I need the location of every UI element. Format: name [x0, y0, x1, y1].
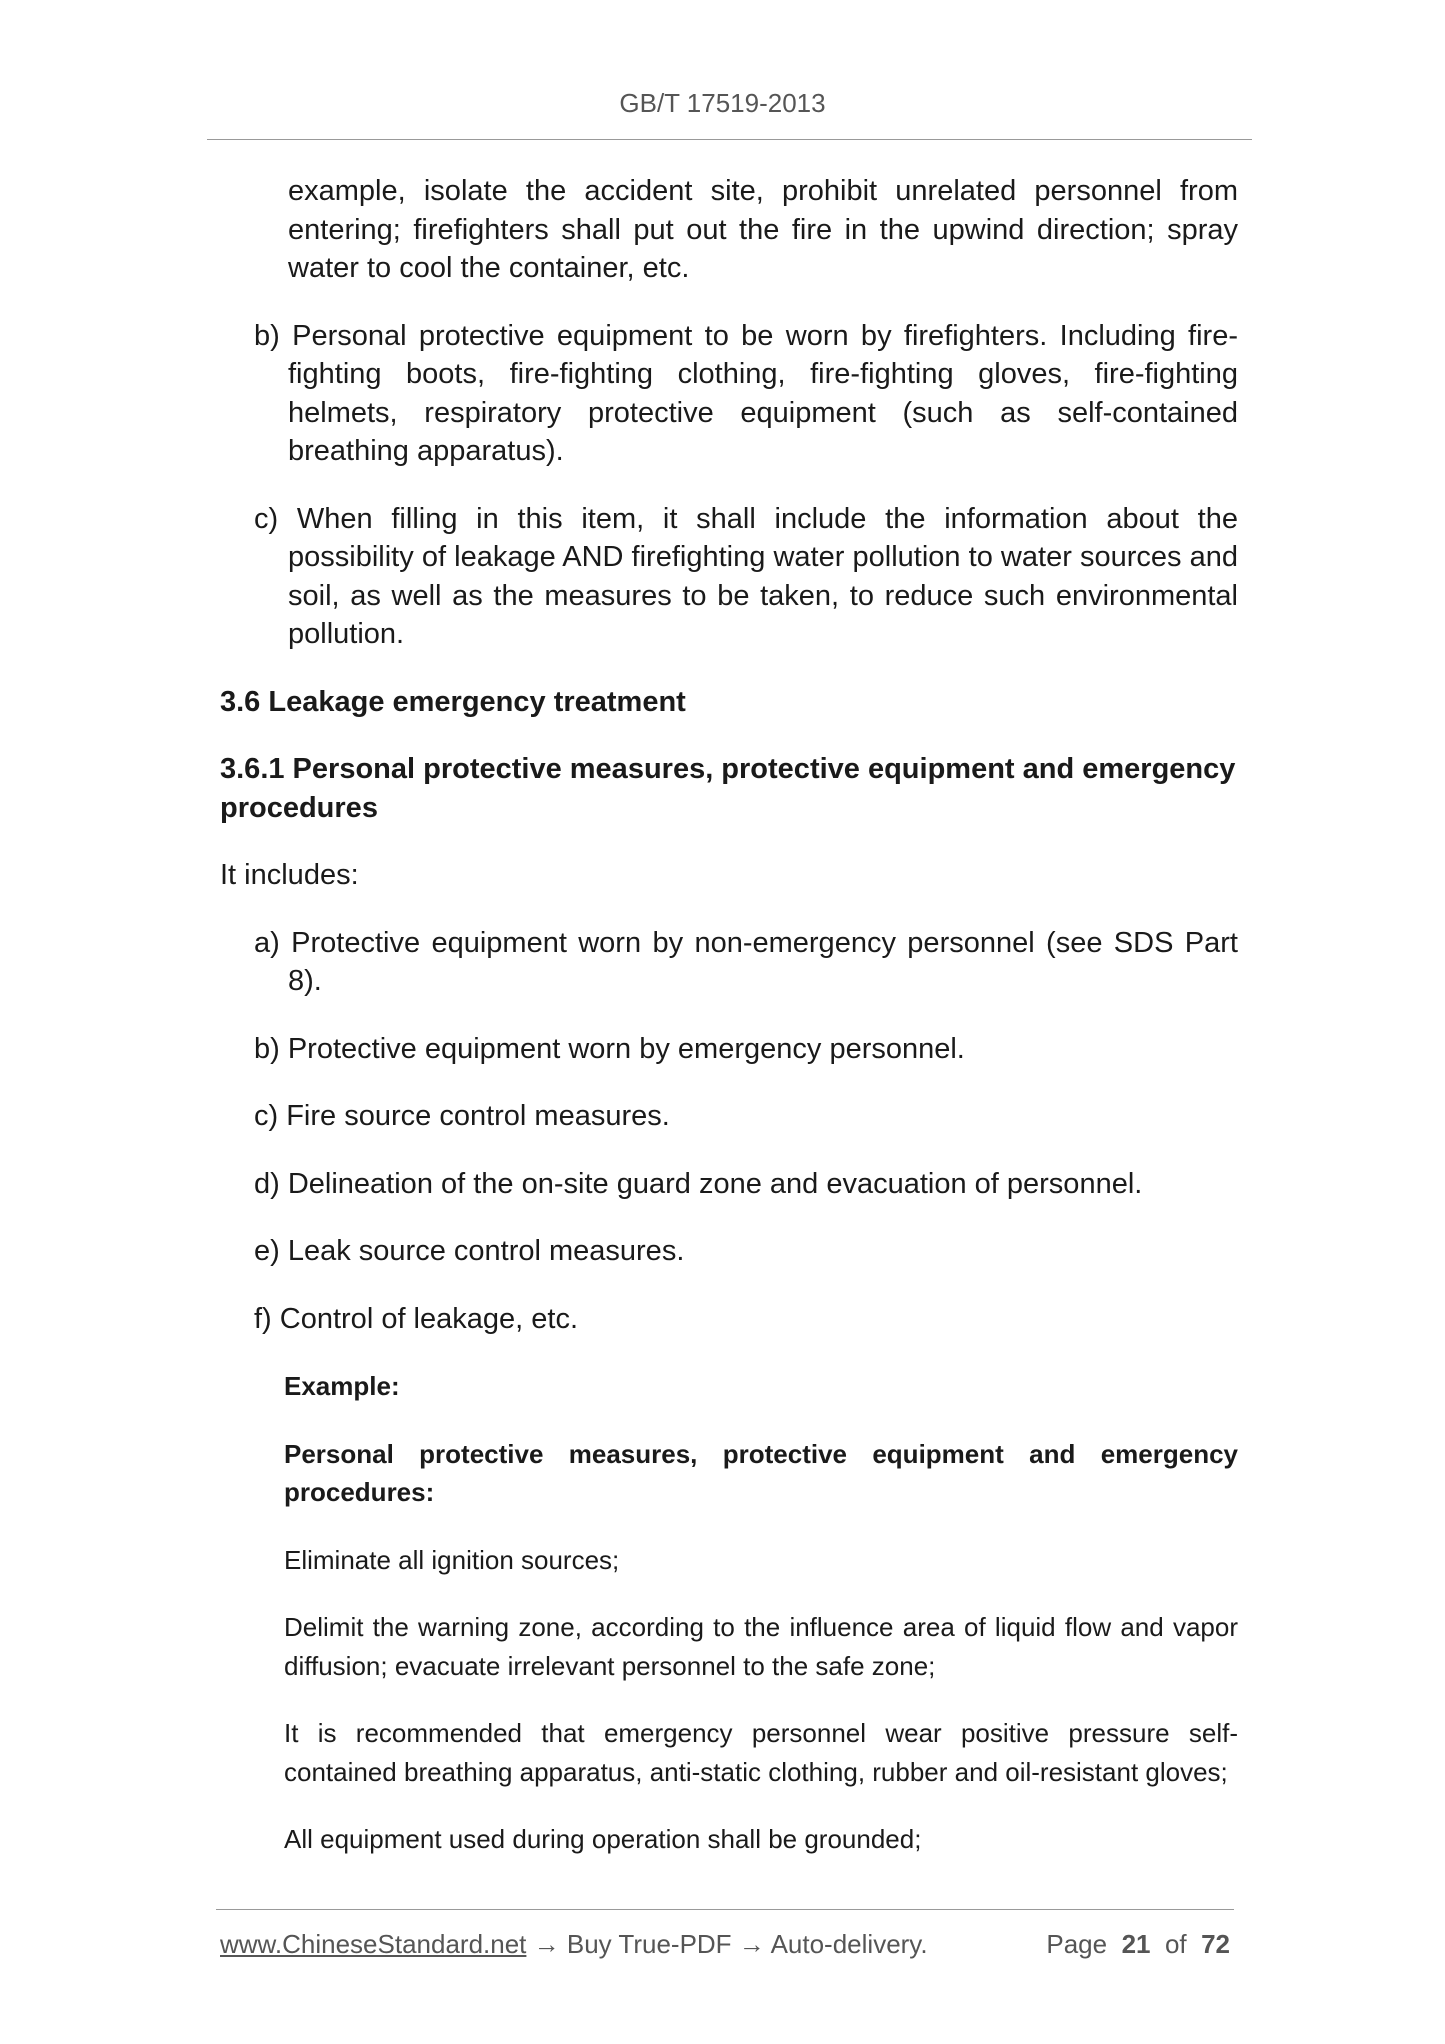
header-divider: [207, 139, 1252, 140]
current-page-number: 21: [1121, 1929, 1151, 1959]
page-content: [220, 172, 1238, 1859]
list-item-f: f) Control of leakage, etc.: [254, 1302, 578, 1335]
page-header-title: GB/T 17519-2013: [619, 88, 826, 118]
continued-paragraph: example, isolate the accident site, prohibit unrelated personnel from entering; firefighters shall put out the fire in the upwind direction; spray water to cool the container, etc.: [288, 175, 1238, 284]
footer-promo-text: → Buy True-PDF → Auto-delivery.: [526, 1929, 928, 1959]
list-item-a: a) Protective equipment worn by non-emergency personnel (see SDS Part 8).: [254, 926, 1238, 997]
example-title: Personal protective measures, protective equipment and emergency procedures:: [284, 1438, 1238, 1507]
total-page-count: 72: [1201, 1929, 1230, 1959]
section-heading-3-6-1: 3.6.1 Personal protective measures, protective equipment and emergency procedures: [220, 753, 1236, 824]
section-heading-3-6: 3.6 Leakage emergency treatment: [220, 685, 686, 718]
page-footer: [220, 1926, 1230, 1962]
intro-text: It includes:: [220, 859, 359, 891]
list-item-d: d) Delineation of the on-site guard zone and evacuation of personnel.: [254, 1167, 1143, 1200]
website-link[interactable]: www.ChineseStandard.net: [220, 1929, 527, 1959]
example-line: It is recommended that emergency personnel wear positive pressure self-contained breathing apparatus, anti-static clothing, rubber and oil-resistant gloves;: [284, 1718, 1238, 1787]
list-item-b-firefighter-ppe: b) Personal protective equipment to be worn by firefighters. Including fire-fighting boots, fire-fighting clothing, fire-fighting gloves, fire-fighting helmets, respiratory protective equipment (such as self-contained breathing apparatus).: [254, 319, 1238, 467]
footer-divider: [216, 1909, 1234, 1910]
list-item-c: c) Fire source control measures.: [254, 1100, 670, 1132]
example-line: Eliminate all ignition sources;: [284, 1544, 620, 1575]
example-line: All equipment used during operation shall be grounded;: [284, 1824, 922, 1854]
example-label: Example:: [284, 1371, 400, 1401]
list-item-e: e) Leak source control measures.: [254, 1235, 685, 1267]
list-item-b: b) Protective equipment worn by emergency personnel.: [254, 1032, 965, 1065]
example-line: Delimit the warning zone, according to the influence area of liquid flow and vapor diffusion; evacuate irrelevant personnel to the safe zone;: [284, 1612, 1238, 1681]
page-counter: [1046, 1926, 1230, 1962]
of-word: of: [1164, 1929, 1187, 1959]
page-word: Page: [1046, 1929, 1108, 1959]
list-item-c-environmental: c) When filling in this item, it shall include the information about the possibility of leakage AND firefighting water pollution to water sources and soil, as well as the measures to be taken, to reduce such environmental pollution.: [254, 502, 1238, 650]
